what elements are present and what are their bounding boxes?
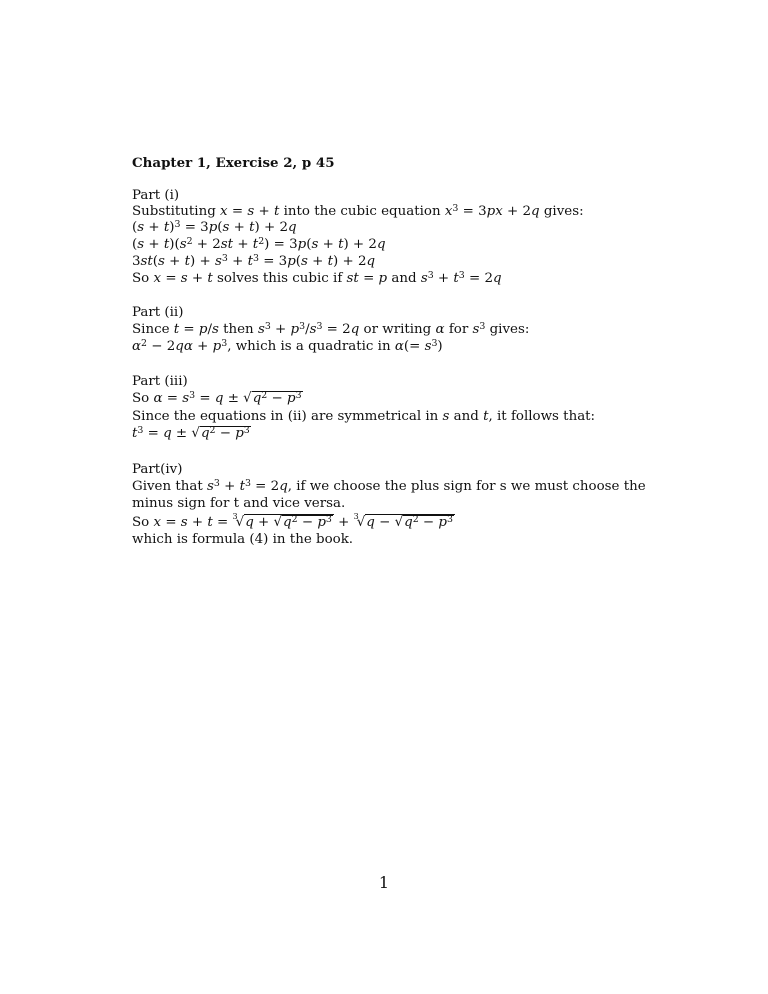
equation-1: $(s + t)^3 = 3p(s + t) + 2q$ <box>132 218 297 235</box>
part-iii-line-2: Since the equations in (ii) are symmetrical in s and t, it follows that: <box>132 409 596 424</box>
part-iv-line-2: minus sign for t and vice versa. <box>132 496 346 511</box>
exercise-title: Chapter 1, Exercise 2, p 45 <box>132 155 335 171</box>
part-iv-line-3: So $x = s + t = ^3√q + √q^2 - p^3 + ^3√q - √q^2 - p^3$ <box>132 511 453 530</box>
part-iii-line-3: $t^3 = q \pm √q^2 - p^3$ <box>132 424 250 441</box>
part-iii-heading: Part (iii) <box>132 374 188 389</box>
part-i-heading: Part (i) <box>132 188 180 203</box>
part-ii-heading: Part (ii) <box>132 305 184 320</box>
equation-2: $(s + t)(s^2 + 2st + t^2) = 3p(s + t) + 2q$ <box>132 235 386 252</box>
part-i-conclusion: So x = s + t solves this cubic if st = p and $s^3 + t^3 = 2q$ <box>132 269 502 286</box>
part-i-intro: Substituting x = s + t into the cubic equation $x^3 = 3px + 2q$ gives: <box>132 202 584 219</box>
part-ii-line-2: $\alpha^2 - 2q\alpha + p^3$, which is a quadratic in $\alpha(= s^3)$ <box>132 337 443 354</box>
document-page <box>132 0 646 994</box>
part-iii-line-1: So $\alpha = s^3 = q \pm √q^2 - p^3$ <box>132 389 302 406</box>
part-iv-heading: Part(iv) <box>132 462 183 477</box>
page-number: 1 <box>378 873 390 892</box>
equation-3: $3st(s + t) + s^3 + t^3 = 3p(s + t) + 2q$ <box>132 252 376 269</box>
part-iv-line-4: which is formula (4) in the book. <box>132 532 354 547</box>
part-iv-line-1: Given that $s^3 + t^3 = 2q$, if we choose the plus sign for s we must choose the <box>132 477 646 494</box>
part-ii-line-1: Since t = p/s then $s^3 + p^3/s^3 = 2q$ or writing α for $s^3$ gives: <box>132 320 530 337</box>
